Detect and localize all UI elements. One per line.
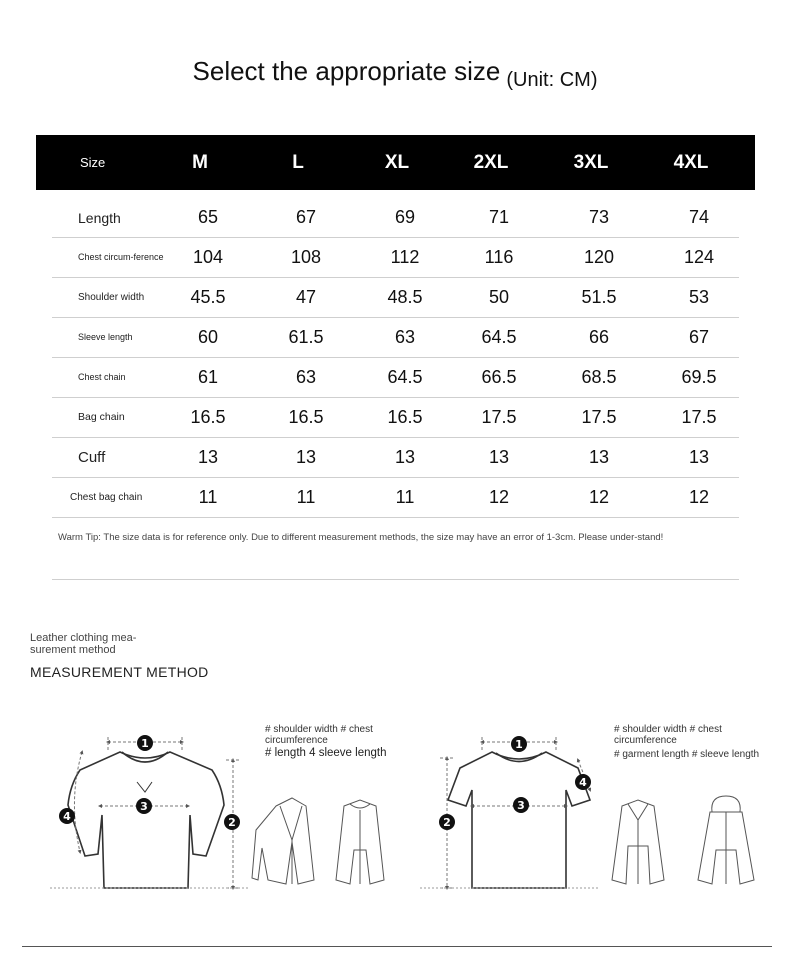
cell-value: 13 xyxy=(688,447,710,467)
left-measure-lines xyxy=(50,737,250,888)
size-header-4xl: 4XL xyxy=(673,152,709,173)
measurement-method-subtitle: Leather clothing mea-surement method xyxy=(30,632,137,656)
size-header-l: L xyxy=(292,152,304,173)
size-header-3xl: 3XL xyxy=(573,152,609,173)
right-annotation-1: # shoulder width # chest circumference xyxy=(614,724,722,746)
cell-value: 120 xyxy=(583,247,615,267)
badge-1: 1 xyxy=(141,737,149,750)
cell-value: 66 xyxy=(588,327,610,347)
cell-value: 12 xyxy=(688,487,710,507)
badge-4: 4 xyxy=(63,810,71,823)
badge-2-right: 2 xyxy=(443,816,451,829)
cell-value: 53 xyxy=(688,287,710,307)
cell-value: 64.5 xyxy=(387,367,423,387)
row-label: Chest circum-ference xyxy=(78,252,164,263)
size-header-2xl: 2XL xyxy=(473,152,509,173)
cell-value: 17.5 xyxy=(581,407,617,427)
warm-tip: Warm Tip: The size data is for reference only. Due to different measurement methods, the size may have an error of 1-3cm. Please under-stand! xyxy=(58,532,664,543)
tshirt-icon xyxy=(448,752,590,888)
row-label: Chest chain xyxy=(78,372,126,383)
row-label: Sleeve length xyxy=(78,332,133,343)
cell-value: 69 xyxy=(394,207,416,227)
cell-value: 17.5 xyxy=(481,407,517,427)
cell-value: 16.5 xyxy=(387,407,423,427)
cell-value: 67 xyxy=(295,207,317,227)
cell-value: 67 xyxy=(688,327,710,347)
cell-value: 73 xyxy=(588,207,610,227)
size-header-xl: XL xyxy=(384,152,410,173)
cell-value: 104 xyxy=(192,247,224,267)
unit-label: (Unit: CM) xyxy=(506,69,598,91)
cell-value: 69.5 xyxy=(681,367,717,387)
cell-value: 66.5 xyxy=(481,367,517,387)
cell-value: 61 xyxy=(197,367,219,387)
shirt-icon xyxy=(612,800,664,884)
row-label: Chest bag chain xyxy=(70,491,143,503)
title-text: Select the appropriate size xyxy=(192,56,501,86)
cell-value: 47 xyxy=(295,287,317,307)
cell-value: 48.5 xyxy=(387,287,423,307)
cell-value: 11 xyxy=(395,487,415,507)
suit-jacket-icon xyxy=(252,798,314,884)
cell-value: 45.5 xyxy=(190,287,226,307)
row-label: Length xyxy=(78,209,121,226)
row-label: Shoulder width xyxy=(78,291,145,303)
size-header-m: M xyxy=(192,152,208,173)
badge-4-right: 4 xyxy=(579,776,587,789)
sweater-icon xyxy=(68,752,224,888)
cell-value: 12 xyxy=(588,487,610,507)
cell-value: 12 xyxy=(488,487,510,507)
badge-2: 2 xyxy=(228,816,236,829)
cell-value: 74 xyxy=(688,207,710,227)
cell-value: 124 xyxy=(683,247,715,267)
cell-value: 63 xyxy=(295,367,317,387)
left-badges xyxy=(59,735,240,830)
cell-value: 13 xyxy=(295,447,317,467)
cell-value: 71 xyxy=(488,207,510,227)
cell-value: 17.5 xyxy=(681,407,717,427)
badge-3-right: 3 xyxy=(517,799,525,812)
cell-value: 61.5 xyxy=(288,327,324,347)
cell-value: 112 xyxy=(390,247,420,267)
badge-1-right: 1 xyxy=(515,738,523,751)
left-annotation-1: # shoulder width # chest circumference xyxy=(265,724,373,746)
cell-value: 13 xyxy=(394,447,416,467)
size-header-label: Size xyxy=(80,155,106,170)
left-annotation-2: # length 4 sleeve length xyxy=(265,747,387,759)
cell-value: 13 xyxy=(588,447,610,467)
row-label: Cuff xyxy=(78,449,106,467)
right-annotation-2: # garment length # sleeve length xyxy=(614,749,760,760)
cell-value: 60 xyxy=(197,327,219,347)
zip-jacket-icon xyxy=(336,800,384,884)
cell-value: 16.5 xyxy=(190,407,226,427)
cell-value: 13 xyxy=(488,447,510,467)
cell-value: 116 xyxy=(484,247,514,267)
cell-value: 68.5 xyxy=(581,367,617,387)
cell-value: 16.5 xyxy=(288,407,324,427)
cell-value: 50 xyxy=(488,287,510,307)
cell-value: 11 xyxy=(296,487,316,507)
bottom-divider xyxy=(22,946,772,947)
cell-value: 63 xyxy=(394,327,416,347)
right-badges xyxy=(439,736,591,830)
cell-value: 51.5 xyxy=(581,287,617,307)
cell-value: 108 xyxy=(290,247,322,267)
measurement-method-title: MEASUREMENT METHOD xyxy=(30,664,209,680)
hoodie-icon xyxy=(698,796,754,884)
cell-value: 65 xyxy=(197,207,219,227)
cell-value: 64.5 xyxy=(481,327,517,347)
cell-value: 11 xyxy=(198,487,218,507)
badge-3: 3 xyxy=(140,800,148,813)
row-label: Bag chain xyxy=(78,411,125,424)
cell-value: 13 xyxy=(197,447,219,467)
